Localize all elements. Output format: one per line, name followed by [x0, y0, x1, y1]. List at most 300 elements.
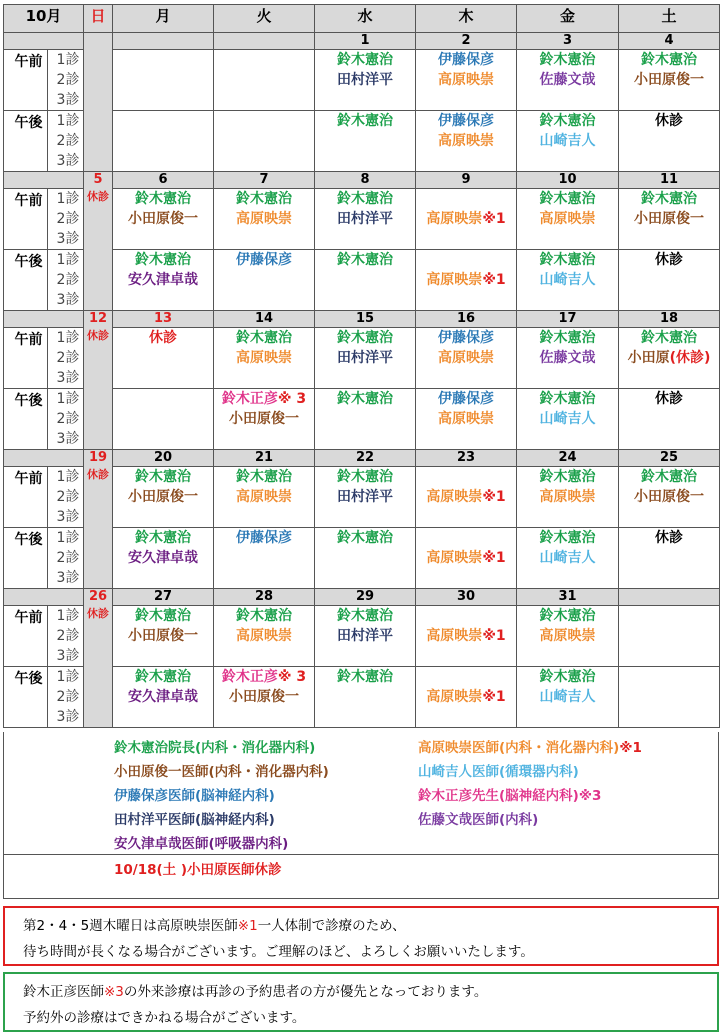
pm-day-cell [619, 111, 720, 172]
day-header-sat: 土 [619, 5, 720, 33]
pm-doctor: 安久津卓哉 [128, 550, 198, 566]
slot-label: 3診 [56, 570, 80, 586]
am-doctor: 鈴木憲治 [641, 191, 697, 207]
week-3-date-row [4, 311, 720, 328]
date-number: 11 [659, 172, 679, 187]
pm-doctor: 山崎吉人 [539, 272, 596, 288]
slot-label: 2診 [56, 350, 80, 366]
am-day-cell [416, 328, 517, 389]
am-day-cell [315, 328, 416, 389]
pm-doctor-name: 鈴木正彦 [221, 669, 278, 685]
pm-doctor [416, 270, 516, 290]
pm-doctor-name: 高原映崇 [426, 272, 483, 288]
am-label: 午前 [4, 189, 48, 250]
sunday-cell [84, 172, 113, 311]
am-doctor: 高原映崇 [539, 489, 596, 505]
pm-doctor: 伊藤保彦 [438, 391, 494, 407]
pm-day-cell [416, 389, 517, 450]
am-doctor: 鈴木憲治 [135, 608, 191, 624]
slot-label: 1診 [56, 52, 80, 68]
am-doctor: 鈴木憲治 [337, 469, 393, 485]
am-day-cell [214, 328, 315, 389]
week-2-date-row [4, 172, 720, 189]
date-cell [214, 450, 315, 467]
am-day-cell [416, 606, 517, 667]
sunday-closed-label: 休診 [87, 190, 109, 203]
am-day-cell [619, 189, 720, 250]
pm-doctor-mark: ※ 3 [277, 391, 307, 407]
date-row-spacer [4, 589, 84, 606]
pm-label: 午後 [4, 250, 48, 311]
am-doctor: 高原映崇 [236, 628, 292, 644]
am-label: 午前 [4, 328, 48, 389]
am-doctor-mark: ※1 [482, 211, 506, 227]
pm-label: 午後 [4, 111, 48, 172]
date-cell [517, 33, 619, 50]
week-5-date-row [4, 589, 720, 606]
pm-doctor: 安久津卓哉 [128, 689, 198, 705]
am-doctor: 高原映崇 [438, 350, 494, 366]
date-cell [517, 172, 619, 189]
date-cell [416, 589, 517, 606]
pm-doctor: 休診 [655, 252, 683, 268]
am-day-cell [619, 606, 720, 667]
notice-suzuki-mark: ※3 [104, 984, 124, 1000]
legend-right-0-mark: ※1 [619, 740, 642, 756]
slot-label: 2診 [56, 211, 80, 227]
notice-takahara-line2: 待ち時間が長くなる場合がございます。ご理解のほど、よろしくお願いいたします。 [23, 944, 534, 960]
date-number: 2 [461, 33, 471, 48]
pm-doctor: 鈴木憲治 [337, 669, 393, 685]
am-day-cell [214, 606, 315, 667]
am-doctor: 伊藤保彦 [438, 52, 494, 68]
pm-day-cell [315, 111, 416, 172]
pm-day-cell [214, 667, 315, 728]
pm-doctor: 小田原俊一 [229, 411, 299, 427]
day-header-tue: 火 [214, 5, 315, 33]
am-doctor: 佐藤文哉 [539, 350, 596, 366]
am-doctor-mark: (休診) [669, 350, 711, 366]
date-cell [416, 33, 517, 50]
date-number: 25 [659, 450, 679, 465]
notice-takahara [3, 906, 719, 966]
slot-label: 2診 [56, 689, 80, 705]
notice-takahara-mark: ※1 [237, 918, 258, 934]
am-doctor: 鈴木憲治 [236, 191, 292, 207]
pm-day-cell [517, 111, 619, 172]
notice-suzuki-masahiko [3, 972, 719, 1032]
am-doctor-name: 高原映崇 [426, 211, 483, 227]
date-cell [315, 450, 416, 467]
pm-day-cell [517, 389, 619, 450]
pm-doctor: 伊藤保彦 [236, 530, 292, 546]
pm-day-cell [517, 528, 619, 589]
am-day-cell [619, 50, 720, 111]
date-cell [416, 172, 517, 189]
am-day-cell [517, 467, 619, 528]
slot-label: 1診 [56, 252, 80, 268]
sunday-closed-label: 休診 [87, 607, 109, 620]
am-doctor-name: 高原映崇 [426, 628, 483, 644]
pm-day-cell [619, 528, 720, 589]
clinic-slots [48, 50, 84, 111]
pm-day-cell [113, 250, 214, 311]
am-day-cell [517, 328, 619, 389]
pm-day-cell [416, 250, 517, 311]
notice-takahara-text: 第2・4・5週木曜日は高原映崇医師 [23, 918, 238, 934]
am-doctor: 鈴木憲治 [236, 330, 292, 346]
pm-doctor: 小田原俊一 [229, 689, 299, 705]
am-doctor: 鈴木憲治 [135, 469, 191, 485]
am-doctor: 鈴木憲治 [539, 330, 596, 346]
notice-suzuki-text-post: の外来診療は再診の予約患者の方が優先となっております。 [123, 984, 488, 1000]
pm-label: 午後 [4, 528, 48, 589]
am-day-cell [214, 467, 315, 528]
am-day-cell [416, 189, 517, 250]
sunday-date: 5 [93, 172, 103, 187]
pm-doctor: 鈴木憲治 [337, 113, 393, 129]
day-header-fri: 金 [517, 5, 619, 33]
am-doctor: 伊藤保彦 [438, 330, 494, 346]
pm-doctor: 山崎吉人 [539, 689, 596, 705]
legend-left-4: 安久津卓哉医師(呼吸器内科) [114, 836, 289, 852]
date-number: 8 [360, 172, 370, 187]
pm-day-cell [214, 389, 315, 450]
header-row [4, 5, 720, 33]
date-cell [416, 450, 517, 467]
am-doctor: 田村洋平 [337, 628, 393, 644]
pm-day-cell [214, 111, 315, 172]
legend-right-2 [418, 784, 601, 804]
am-doctor-name: 小田原 [627, 350, 670, 366]
am-doctor: 休診 [149, 330, 177, 346]
pm-day-cell [517, 250, 619, 311]
pm-doctor: 伊藤保彦 [438, 113, 494, 129]
pm-day-cell [619, 250, 720, 311]
pm-doctor: 伊藤保彦 [236, 252, 292, 268]
am-doctor: 田村洋平 [337, 211, 393, 227]
date-cell [619, 589, 720, 606]
clinic-slots [48, 606, 84, 667]
legend-right-0 [418, 736, 642, 756]
pm-day-cell [517, 667, 619, 728]
notice-takahara-text-post: 一人体制で診療のため、 [257, 918, 406, 934]
schedule-table [3, 4, 720, 728]
pm-day-cell [214, 250, 315, 311]
pm-doctor: 高原映崇 [438, 133, 494, 149]
am-day-cell [214, 50, 315, 111]
date-number: 20 [153, 450, 173, 465]
legend-right-2-mark: ※3 [578, 788, 602, 804]
date-cell [619, 450, 720, 467]
pm-day-cell [315, 528, 416, 589]
am-doctor-mark: ※1 [482, 628, 506, 644]
sunday-closed-label: 休診 [87, 468, 109, 481]
notice-suzuki-line1 [23, 979, 699, 1005]
legend-right-1: 山崎吉人医師(循環器内科) [418, 764, 579, 780]
slot-label: 2診 [56, 628, 80, 644]
date-number: 6 [158, 172, 168, 187]
legend-divider [4, 854, 718, 855]
am-day-cell [113, 50, 214, 111]
date-number: 24 [558, 450, 577, 465]
am-day-cell [315, 50, 416, 111]
pm-day-cell [315, 389, 416, 450]
pm-doctor: 鈴木憲治 [539, 252, 596, 268]
date-number: 14 [254, 311, 274, 326]
legend-left-3: 田村洋平医師(脳神経内科) [114, 812, 275, 828]
date-number: 23 [456, 450, 476, 465]
am-doctor: 小田原俊一 [634, 72, 704, 88]
date-cell [113, 589, 214, 606]
slot-label: 1診 [56, 669, 80, 685]
am-doctor: 鈴木憲治 [236, 469, 292, 485]
am-doctor [416, 606, 516, 626]
date-row-spacer [4, 172, 84, 189]
date-cell [113, 311, 214, 328]
date-number: 21 [254, 450, 274, 465]
date-number: 30 [456, 589, 476, 604]
pm-doctor-name: 鈴木正彦 [221, 391, 278, 407]
pm-day-cell [315, 667, 416, 728]
am-doctor: 小田原俊一 [128, 628, 198, 644]
day-header-sun: 日 [84, 5, 113, 33]
am-doctor: 鈴木憲治 [236, 608, 292, 624]
slot-label: 3診 [56, 292, 80, 308]
date-number: 13 [153, 311, 173, 326]
slot-label: 3診 [56, 648, 80, 664]
am-doctor: 高原映崇 [236, 350, 292, 366]
date-number: 10 [558, 172, 577, 187]
am-doctor: 小田原俊一 [634, 489, 704, 505]
date-cell [113, 450, 214, 467]
date-cell [315, 311, 416, 328]
pm-doctor [416, 548, 516, 568]
pm-doctor [214, 389, 314, 409]
date-cell [517, 589, 619, 606]
am-day-cell [416, 467, 517, 528]
date-cell [113, 172, 214, 189]
pm-day-cell [113, 667, 214, 728]
slot-label: 1診 [56, 530, 80, 546]
am-day-cell [113, 467, 214, 528]
am-day-cell [416, 50, 517, 111]
day-header-wed: 水 [315, 5, 416, 33]
pm-doctor: 鈴木憲治 [539, 669, 596, 685]
slot-label: 2診 [56, 411, 80, 427]
date-number: 18 [659, 311, 679, 326]
date-number: 17 [558, 311, 577, 326]
date-number: 7 [259, 172, 269, 187]
pm-doctor: 安久津卓哉 [128, 272, 198, 288]
am-doctor: 鈴木憲治 [539, 469, 596, 485]
notice-takahara-line1 [23, 913, 699, 939]
pm-doctor [416, 667, 516, 687]
date-cell [619, 311, 720, 328]
date-cell [416, 311, 517, 328]
slot-label: 2診 [56, 72, 80, 88]
notice-suzuki-text: 鈴木正彦医師 [23, 984, 104, 1000]
date-number: 1 [360, 33, 370, 48]
date-number: 3 [562, 33, 573, 48]
pm-doctor-mark: ※1 [482, 272, 506, 288]
pm-label: 午後 [4, 389, 48, 450]
date-cell [315, 589, 416, 606]
date-row-spacer [4, 311, 84, 328]
date-number: 31 [558, 589, 577, 604]
pm-doctor-mark: ※ 3 [277, 669, 307, 685]
slot-label: 1診 [56, 113, 80, 129]
am-doctor: 小田原俊一 [128, 489, 198, 505]
notice-suzuki-line2: 予約外の診療はできかねる場合がございます。 [23, 1010, 306, 1026]
legend-left-0: 鈴木憲治院長(内科・消化器内科) [114, 740, 316, 756]
am-doctor [416, 467, 516, 487]
day-header-mon: 月 [113, 5, 214, 33]
pm-doctor: 高原映崇 [438, 411, 494, 427]
am-doctor: 鈴木憲治 [539, 608, 596, 624]
pm-doctor: 鈴木憲治 [135, 252, 191, 268]
am-doctor: 小田原俊一 [634, 211, 704, 227]
am-doctor: 鈴木憲治 [641, 330, 697, 346]
pm-day-cell [113, 528, 214, 589]
slot-label: 2診 [56, 550, 80, 566]
pm-day-cell [416, 528, 517, 589]
date-cell [113, 33, 214, 50]
pm-doctor: 鈴木憲治 [337, 252, 393, 268]
pm-day-cell [619, 667, 720, 728]
slot-label: 1診 [56, 330, 80, 346]
am-day-cell [214, 189, 315, 250]
slot-label: 3診 [56, 431, 80, 447]
slot-label: 2診 [56, 133, 80, 149]
am-day-cell [517, 50, 619, 111]
am-doctor: 鈴木憲治 [539, 191, 596, 207]
am-doctor: 佐藤文哉 [539, 72, 596, 88]
date-cell [619, 33, 720, 50]
date-number: 15 [355, 311, 375, 326]
am-day-cell [315, 606, 416, 667]
am-label: 午前 [4, 50, 48, 111]
pm-day-cell [315, 250, 416, 311]
pm-doctor-name: 高原映崇 [426, 689, 483, 705]
sunday-cell [84, 33, 113, 172]
pm-doctor: 鈴木憲治 [135, 669, 191, 685]
date-number: 9 [461, 172, 471, 187]
am-day-cell [619, 328, 720, 389]
date-number: 22 [355, 450, 375, 465]
pm-doctor: 鈴木憲治 [135, 530, 191, 546]
sunday-cell [84, 311, 113, 450]
slot-label: 3診 [56, 92, 80, 108]
slot-label: 3診 [56, 153, 80, 169]
am-label: 午前 [4, 467, 48, 528]
date-number: 27 [153, 589, 173, 604]
pm-day-cell [113, 111, 214, 172]
am-day-cell [619, 467, 720, 528]
am-day-cell [517, 606, 619, 667]
sunday-date: 12 [88, 311, 108, 326]
slot-label: 3診 [56, 231, 80, 247]
legend-right-3: 佐藤文哉医師(内科) [418, 812, 539, 828]
am-doctor-mark: ※1 [482, 489, 506, 505]
am-day-cell [315, 189, 416, 250]
date-number: 29 [355, 589, 375, 604]
date-cell [619, 172, 720, 189]
clinic-slots [48, 111, 84, 172]
legend-left-1: 小田原俊一医師(内科・消化器内科) [114, 764, 329, 780]
am-doctor: 高原映崇 [539, 211, 596, 227]
slot-label: 1診 [56, 608, 80, 624]
am-doctor: 田村洋平 [337, 489, 393, 505]
am-day-cell [113, 328, 214, 389]
pm-doctor [214, 667, 314, 687]
am-doctor [416, 487, 516, 507]
date-cell [517, 311, 619, 328]
am-doctor: 高原映崇 [236, 489, 292, 505]
date-cell [214, 311, 315, 328]
pm-doctor: 鈴木憲治 [337, 391, 393, 407]
date-number: 28 [254, 589, 274, 604]
am-label: 午前 [4, 606, 48, 667]
slot-label: 3診 [56, 509, 80, 525]
slot-label: 1診 [56, 191, 80, 207]
pm-doctor: 山崎吉人 [539, 133, 596, 149]
am-doctor: 高原映崇 [539, 628, 596, 644]
pm-doctor-name: 高原映崇 [426, 550, 483, 566]
slot-label: 3診 [56, 370, 80, 386]
pm-day-cell [214, 528, 315, 589]
date-cell [214, 589, 315, 606]
sunday-cell [84, 450, 113, 589]
slot-label: 3診 [56, 709, 80, 725]
pm-doctor: 休診 [655, 530, 683, 546]
date-cell [214, 33, 315, 50]
pm-doctor [416, 250, 516, 270]
schedule-calendar [3, 4, 719, 728]
clinic-slots [48, 528, 84, 589]
pm-doctor: 休診 [655, 113, 683, 129]
week-1-date-row [4, 33, 720, 50]
pm-day-cell [619, 389, 720, 450]
date-number: 16 [456, 311, 476, 326]
clinic-slots [48, 189, 84, 250]
pm-doctor: 鈴木憲治 [539, 391, 596, 407]
date-number: 4 [664, 33, 674, 48]
am-doctor: 鈴木憲治 [539, 52, 596, 68]
am-doctor: 鈴木憲治 [337, 191, 393, 207]
clinic-slots [48, 250, 84, 311]
pm-doctor: 山崎吉人 [539, 550, 596, 566]
pm-doctor-mark: ※1 [482, 689, 506, 705]
pm-doctor: 鈴木憲治 [337, 530, 393, 546]
slot-label: 2診 [56, 272, 80, 288]
pm-doctor: 山崎吉人 [539, 411, 596, 427]
closure-notice: 10/18(土 )小田原医師休診 [114, 862, 282, 878]
am-doctor-name: 高原映崇 [426, 489, 483, 505]
pm-doctor: 鈴木憲治 [539, 113, 596, 129]
am-doctor [619, 348, 719, 368]
slot-label: 1診 [56, 391, 80, 407]
clinic-slots [48, 667, 84, 728]
month-header: 10月 [4, 5, 84, 33]
am-day-cell [113, 189, 214, 250]
sunday-cell [84, 589, 113, 728]
am-doctor: 小田原俊一 [128, 211, 198, 227]
day-header-thu: 木 [416, 5, 517, 33]
sunday-date: 19 [88, 450, 108, 465]
slot-label: 1診 [56, 469, 80, 485]
am-doctor: 鈴木憲治 [641, 469, 697, 485]
